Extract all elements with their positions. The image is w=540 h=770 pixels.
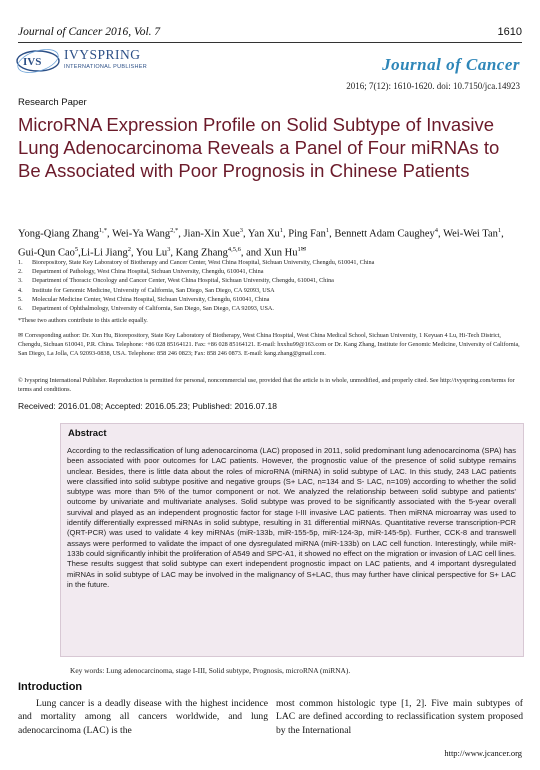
svg-text:IVS: IVS bbox=[23, 56, 42, 68]
author-name: Wei-Wei Tan bbox=[443, 228, 498, 240]
author-separator: , and bbox=[240, 247, 264, 259]
author-name: Bennett Adam Caughey bbox=[334, 228, 435, 240]
author-name: Yong-Qiang Zhang bbox=[18, 228, 99, 240]
author-name: You Lu bbox=[135, 247, 168, 259]
author-name: Xun Hu bbox=[263, 247, 298, 259]
journal-url-link[interactable]: http://www.jcancer.org bbox=[444, 748, 522, 758]
abstract-text: According to the reclassification of lung adenocarcinoma (LAC) proposed in 2011, solid predominant lung adenocarcinoma (SPA) has been associated with poor outcomes for LAC patients. However, the prognostic value of the presence of solid subtype remains unclear. Besides, there is little data about the roles of microRNA (miRNA) in solid subtype of LAC. In this study, 243 LAC patients were classified into solid subtype positive and negative groups (S+ LAC, n=134 and S- LAC, n=109) according to whether the solid subtype was more than 5% of the tumor component or not. We analyzed the relationship between solid subtype and patients' outcome by univariate and multivariate analyses. Solid subtype was proved to be significantly associated with the 5-year overall survival and played as an independent prognostic factor for stage I-III invasive LAC patients. Then miRNA microarray was used to identify differentially expressed miRNAs in solid subtype, resulting in 31 differential miRNAs. Quantitative reverse transcription-PCR (QRT-PCR) was used to validate 4 key miRNAs (miR-133b, miR-155-5p, miR-124-3p, miR-145-5p). Further, CCK-8 and transwell assays were performed to validate the impact of one dysregulated miRNA (miR-133b) on LAC cell function. Interestingly, while miR-133b could significantly inhibit the proliferation of A549 and SPC-A1, it showed no effect on the migration or invasion of LAC cell lines. These results suggest that solid subtype can exert independent prognostic impact on LAC patients, and 4 important dysregulated miRNAs in solid subtype of LAC may be involved in the malignancy of S+LAC, thus may further have clinical perspective for S+ LAC in the future. bbox=[67, 446, 516, 589]
author-affiliation-marker: 1,* bbox=[98, 227, 108, 234]
affiliation-number: 2. bbox=[18, 268, 23, 276]
author-separator: , bbox=[107, 228, 113, 240]
introduction-heading: Introduction bbox=[18, 681, 83, 693]
affiliation-item bbox=[18, 258, 523, 267]
author-affiliation-marker: 3 bbox=[167, 246, 171, 253]
author-name: Gui-Qun Cao bbox=[18, 247, 75, 259]
author-name: Li-Li Jiang bbox=[80, 247, 128, 259]
author-affiliation-marker: 3 bbox=[239, 227, 243, 234]
affiliation-item bbox=[18, 286, 523, 295]
publication-dates: Received: 2016.01.08; Accepted: 2016.05.23; Published: 2016.07.18 bbox=[18, 401, 277, 411]
affiliation-item bbox=[18, 304, 523, 313]
author-separator: , bbox=[501, 228, 504, 240]
author-name: Yan Xu bbox=[247, 228, 280, 240]
affiliation-text: Molecular Medicine Center, West China Hospital, Sichuan University, Chengdu, 610041, China bbox=[32, 295, 270, 303]
article-title: MicroRNA Expression Profile on Solid Subtype of Invasive Lung Adenocarcinoma Reveals a Panel of Four miRNAs to Be Associated with Poor Prognosis in Chinese Patients bbox=[18, 114, 500, 181]
author-affiliation-marker: 4 bbox=[434, 227, 438, 234]
affiliation-text: Institute for Genomic Medicine, University of California, San Diego, San Diego, CA 92093, USA bbox=[32, 286, 275, 294]
author-separator: , bbox=[243, 228, 248, 240]
affiliation-text: Department of Pathology, West China Hospital, Sichuan University, Chengdu, 610041, China bbox=[32, 268, 264, 276]
affiliation-number: 6. bbox=[18, 305, 23, 313]
author-list bbox=[18, 223, 523, 261]
affiliation-item bbox=[18, 276, 523, 285]
author-separator: , bbox=[170, 247, 176, 259]
author-separator: , bbox=[178, 228, 184, 240]
keywords: Key words: Lung adenocarcinoma, stage I-III, Solid subtype, Prognosis, microRNA (miRNA). bbox=[70, 666, 351, 675]
author-name: Kang Zhang bbox=[175, 247, 228, 259]
affiliation-number: 5. bbox=[18, 295, 23, 303]
author-name: Wei-Ya Wang bbox=[112, 228, 171, 240]
author-separator: , bbox=[438, 228, 444, 240]
affiliation-list bbox=[18, 258, 523, 313]
ivyspring-logo-icon bbox=[14, 46, 62, 76]
citation-line: 2016; 7(12): 1610-1620. doi: 10.7150/jca.14923 bbox=[346, 81, 520, 91]
author-affiliation-marker: 2 bbox=[127, 246, 131, 253]
affiliation-text: Biorepository, State Key Laboratory of Biotherapy and Cancer Center, West China Hospital, Sichuan University, Chengdu, 610041, China bbox=[32, 259, 375, 266]
publisher-subtitle: INTERNATIONAL PUBLISHER bbox=[64, 64, 147, 70]
correspondence-note: ✉ Corresponding author: Dr. Xun Hu, Biorepository, State Key Laboratory of Biotherapy, West China Hospital, West China Medical School, Sichuan University, 1 Keyuan 4 Lu, Hi-Tech District, Chengdu, Sichuan 610041, P.R. China. Telephone: +86 028 85164121. Fax: +86 028 85164121. E-mail: hxxhu99@163.com or Dr. Kang Zhang, Institute for Genomic Medicine, University of California, San Diego, La Jolla, CA 92093-0838, USA. Telephone: 858 246 0823; Fax: 858 246 0873. E-mail: kang.zhang@gmail.com. bbox=[18, 332, 520, 358]
author-separator: , bbox=[329, 228, 335, 240]
copyright-note: © Ivyspring International Publisher. Reproduction is permitted for personal, noncommercial use, provided that the article is in whole, unmodified, and properly cited. See http://ivyspring.com/terms for terms and conditions. bbox=[18, 377, 515, 394]
author-affiliation-marker: 1 bbox=[325, 227, 330, 234]
author-affiliation-marker: 1✉ bbox=[297, 246, 307, 253]
author-affiliation-marker: 1 bbox=[279, 227, 284, 234]
running-header-journal: Journal of Cancer 2016, Vol. 7 bbox=[18, 26, 161, 38]
equal-contribution-note: *These two authors contribute to this article equally. bbox=[18, 317, 148, 324]
author-affiliation-marker: 2,* bbox=[170, 227, 179, 234]
introduction-right-column: most common histologic type [1, 2]. Five main subtypes of LAC are defined according to reclassification system proposed by the International bbox=[276, 698, 523, 736]
author-name: Ping Fan bbox=[288, 228, 326, 240]
author-separator: , bbox=[78, 247, 81, 259]
author-separator: , bbox=[130, 247, 136, 259]
author-name: Jian-Xin Xue bbox=[183, 228, 240, 240]
affiliation-text: Department of Thoracic Oncology and Cancer Center, West China Hospital, Sichuan University, Chengdu, 610041, China bbox=[32, 277, 334, 285]
affiliation-number: 4. bbox=[18, 286, 23, 294]
publisher-name: IVYSPRING bbox=[64, 47, 141, 62]
affiliation-item bbox=[18, 267, 523, 276]
affiliation-number: 1. bbox=[18, 259, 23, 266]
author-affiliation-marker: 1 bbox=[497, 227, 502, 234]
author-separator: , bbox=[283, 228, 289, 240]
affiliation-text: Department of Ophthalmology, University of California, San Diego, San Diego, CA 92093, USA. bbox=[32, 305, 274, 313]
introduction-left-column: Lung cancer is a deadly disease with the highest incidence and mortality among all cancers worldwide, and lung adenocarcinoma (LAC) is the bbox=[18, 698, 268, 736]
page-number: 1610 bbox=[497, 26, 522, 38]
affiliation-number: 3. bbox=[18, 277, 23, 285]
article-type-label: Research Paper bbox=[18, 97, 87, 108]
affiliation-item bbox=[18, 295, 523, 304]
journal-name: Journal of Cancer bbox=[382, 55, 520, 74]
author-affiliation-marker: 4,5,6 bbox=[227, 246, 241, 253]
author-affiliation-marker: 5 bbox=[74, 246, 79, 253]
header-divider bbox=[18, 42, 522, 43]
abstract-heading: Abstract bbox=[68, 428, 107, 439]
